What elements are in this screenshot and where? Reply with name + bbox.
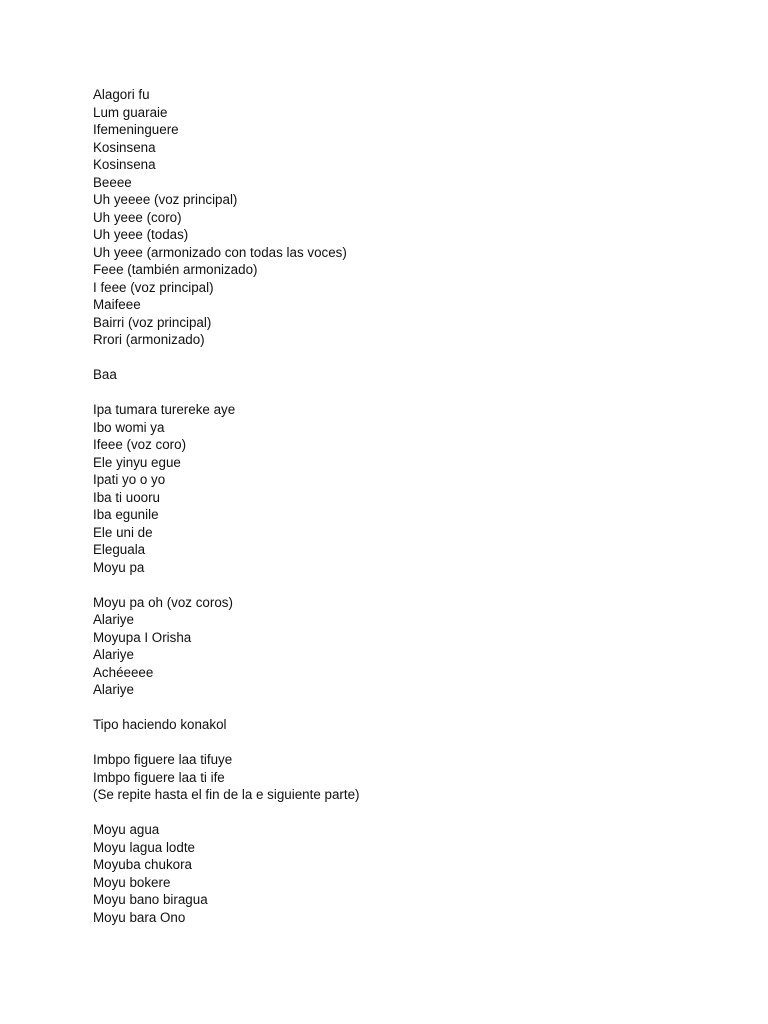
stanza-gap bbox=[93, 349, 713, 367]
text-line: Alariye bbox=[93, 682, 134, 697]
text-line: Moyu lagua lodte bbox=[93, 839, 195, 855]
text-line: Moyu bokere bbox=[93, 874, 171, 890]
text-line: Imbpo figuere laa ti ife bbox=[93, 769, 225, 785]
stanza bbox=[93, 401, 713, 576]
stanza-gap bbox=[93, 576, 713, 594]
stanza bbox=[93, 366, 713, 384]
stanza-gap bbox=[93, 384, 713, 402]
text-line: Ifeee (voz coro) bbox=[93, 437, 187, 452]
text-line: Moyu agua bbox=[93, 822, 160, 837]
lyrics-text bbox=[93, 86, 713, 926]
stanza-gap bbox=[93, 804, 713, 822]
text-line: Alariye bbox=[93, 647, 134, 662]
text-line: Ifemeninguere bbox=[93, 122, 179, 137]
text-line: (Se repite hasta el fin de la e siguiente parte) bbox=[93, 787, 360, 802]
text-line: Imbpo figuere laa tifuye bbox=[93, 752, 233, 767]
text-line: Moyu pa bbox=[93, 559, 145, 575]
stanza bbox=[93, 716, 713, 734]
text-line: Alagori fu bbox=[93, 87, 150, 102]
text-line: Feee (también armonizado) bbox=[93, 262, 258, 277]
stanza bbox=[93, 86, 713, 349]
text-line: Ibo womi ya bbox=[93, 419, 165, 435]
text-line: Uh yeee (todas) bbox=[93, 227, 189, 242]
text-line: Uh yeeee (voz principal) bbox=[93, 192, 238, 207]
text-line: Kosinsena bbox=[93, 157, 156, 172]
text-line: Uh yeee (armonizado con todas las voces) bbox=[93, 244, 347, 260]
text-line: Kosinsena bbox=[93, 139, 156, 155]
stanza bbox=[93, 751, 713, 804]
text-line: Moyu bano biragua bbox=[93, 892, 208, 907]
text-line: Ele yinyu egue bbox=[93, 454, 181, 470]
text-line: I feee (voz principal) bbox=[93, 279, 214, 295]
text-line: Ele uni de bbox=[93, 524, 153, 540]
text-line: Moyupa I Orisha bbox=[93, 629, 192, 645]
text-line: Moyu pa oh (voz coros) bbox=[93, 594, 233, 610]
text-line: Moyu bara Ono bbox=[93, 909, 186, 925]
text-line: Achéeeee bbox=[93, 664, 154, 680]
text-line: Ipa tumara turereke aye bbox=[93, 402, 236, 417]
stanza bbox=[93, 594, 713, 699]
text-line: Baa bbox=[93, 367, 117, 382]
text-line: Iba ti uooru bbox=[93, 489, 160, 505]
stanza-gap bbox=[93, 734, 713, 752]
text-line: Lum guaraie bbox=[93, 104, 168, 120]
stanza bbox=[93, 821, 713, 926]
text-line: Maifeee bbox=[93, 297, 141, 312]
text-line: Eleguala bbox=[93, 542, 146, 557]
text-line: Rrori (armonizado) bbox=[93, 332, 205, 347]
text-line: Alariye bbox=[93, 612, 134, 627]
text-line: Uh yeee (coro) bbox=[93, 209, 182, 225]
text-line: Beeee bbox=[93, 174, 132, 190]
text-line: Bairri (voz principal) bbox=[93, 314, 212, 330]
text-line: Moyuba chukora bbox=[93, 857, 192, 872]
text-line: Ipati yo o yo bbox=[93, 472, 166, 487]
text-line: Tipo haciendo konakol bbox=[93, 717, 227, 732]
text-line: Iba egunile bbox=[93, 507, 159, 522]
stanza-gap bbox=[93, 699, 713, 717]
